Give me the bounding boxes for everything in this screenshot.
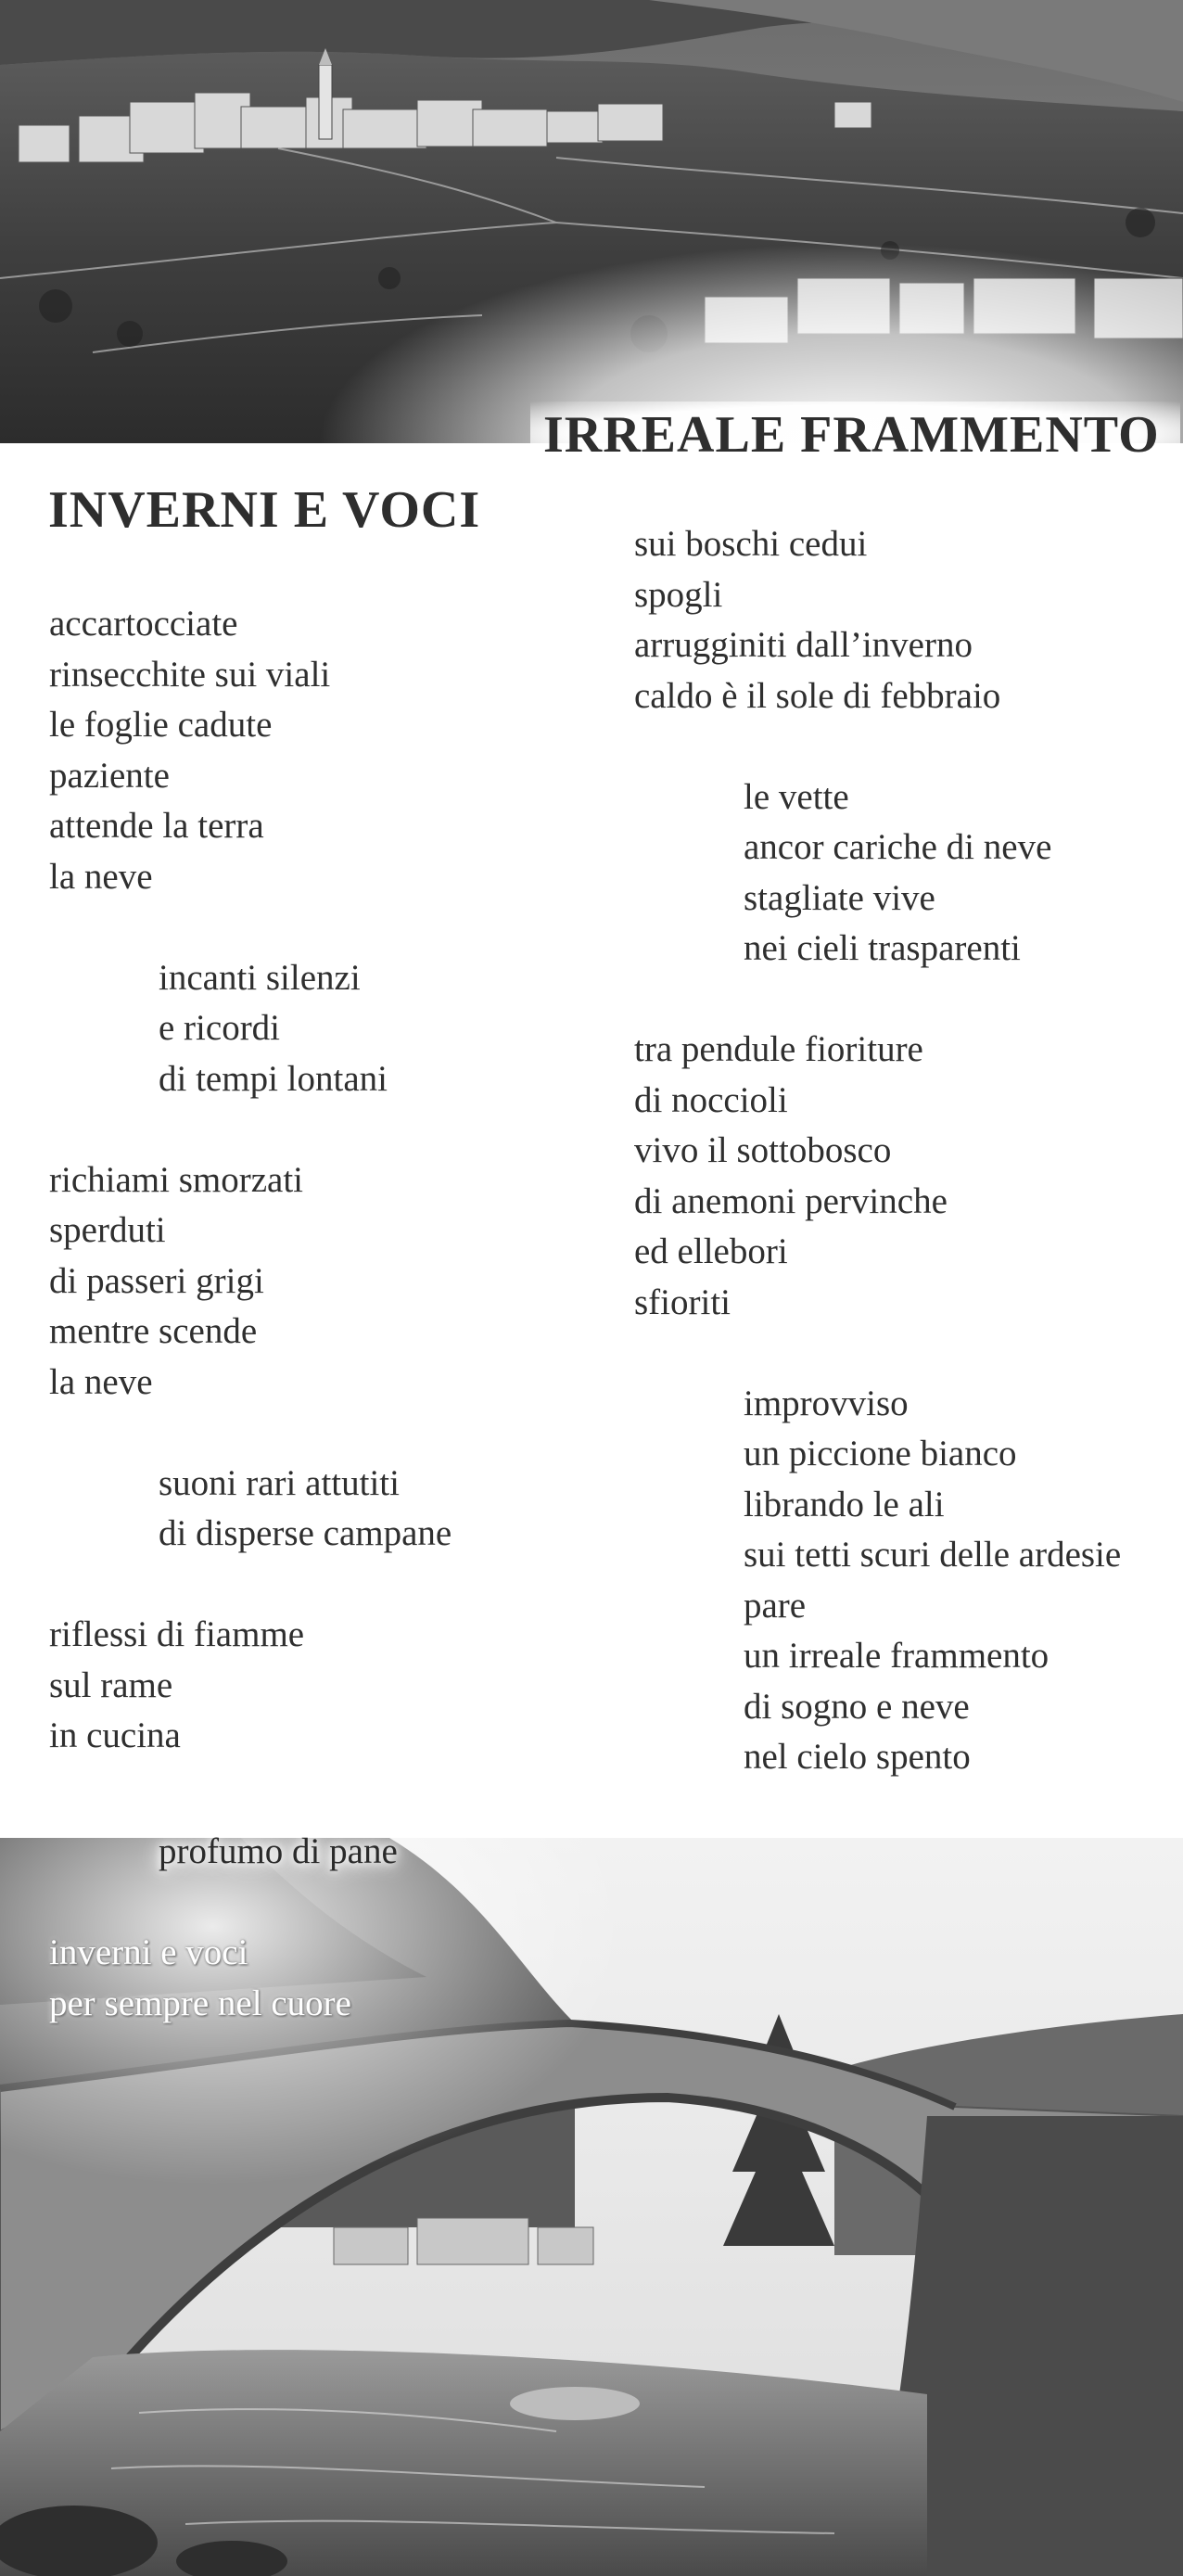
poem-line: incanti silenzi: [159, 957, 361, 998]
poem-line: paziente: [49, 755, 170, 796]
stanza-gap: [634, 1328, 1121, 1379]
left-poem-overlay-2: [49, 1928, 351, 2029]
poem-line: inverni e voci: [49, 1932, 248, 1972]
poem-line: tra pendule fioriture: [634, 1029, 923, 1069]
poem-line: la neve: [49, 856, 153, 897]
poem-title-left: INVERNI E VOCI: [48, 481, 481, 539]
poem-line: sul rame: [49, 1664, 173, 1705]
poem-line: improvviso: [744, 1383, 909, 1423]
stanza-gap: [634, 975, 1121, 1026]
poem-line: di anemoni pervinche: [634, 1180, 948, 1221]
poem-line: in cucina: [49, 1715, 181, 1755]
poem-line: per sempre nel cuore: [49, 1983, 351, 2023]
poem-line: richiami smorzati: [49, 1159, 303, 1200]
poem-line: rinsecchite sui viali: [49, 654, 331, 695]
poem-line: caldo è il sole di febbraio: [634, 675, 1001, 716]
poem-line: sperduti: [49, 1210, 166, 1250]
poem-line: attende la terra: [49, 806, 264, 846]
poem-line: pare: [744, 1585, 807, 1626]
poem-line: riflessi di fiamme: [49, 1614, 305, 1654]
poem-line: di sogno e neve: [744, 1686, 970, 1727]
poem-line: arrugginiti dall’inverno: [634, 625, 973, 665]
stanza-gap: [49, 1408, 452, 1459]
stanza-gap: [49, 902, 452, 953]
left-poem: [49, 599, 452, 1762]
poem-line: ed ellebori: [634, 1231, 788, 1271]
poem-title-right: IRREALE FRAMMENTO: [530, 402, 1180, 466]
poem-line: un irreale frammento: [744, 1636, 1049, 1676]
poem-line: sui tetti scuri delle ardesie: [744, 1535, 1122, 1575]
poem-line: vivo il sottobosco: [634, 1130, 892, 1170]
poem-line: ancor cariche di neve: [744, 827, 1052, 867]
village-photo-drawing: [0, 0, 1183, 443]
poem-line: spogli: [634, 574, 723, 615]
right-poem: [634, 519, 1121, 1783]
poem-line: accartocciate: [49, 604, 238, 644]
poem-line: le foglie cadute: [49, 705, 273, 745]
poem-line: librando le ali: [744, 1484, 945, 1524]
poem-line: le vette: [744, 776, 849, 817]
stanza-gap: [49, 1104, 452, 1155]
poem-line: suoni rari attutiti: [159, 1462, 400, 1503]
poem-line: mentre scende: [49, 1311, 258, 1351]
poem-line: sui boschi cedui: [634, 524, 868, 564]
poem-line: di disperse campane: [159, 1513, 452, 1553]
poem-line: la neve: [49, 1361, 153, 1402]
stanza-gap: [49, 1560, 452, 1611]
left-poem-overlay-1: [159, 1827, 398, 1878]
poem-line: di tempi lontani: [159, 1058, 388, 1099]
village-photo: [0, 0, 1183, 443]
stanza-gap: [634, 721, 1121, 772]
poem-line: sfioriti: [634, 1282, 731, 1322]
poem-line: stagliate vive: [744, 877, 935, 918]
poem-line: nel cielo spento: [744, 1737, 971, 1777]
poem-line: profumo di pane: [159, 1831, 398, 1871]
poem-line: e ricordi: [159, 1008, 281, 1048]
poem-line: nei cieli trasparenti: [744, 928, 1021, 968]
poem-line: un piccione bianco: [744, 1434, 1017, 1473]
poem-line: di passeri grigi: [49, 1260, 264, 1301]
poem-line: di noccioli: [634, 1079, 788, 1120]
